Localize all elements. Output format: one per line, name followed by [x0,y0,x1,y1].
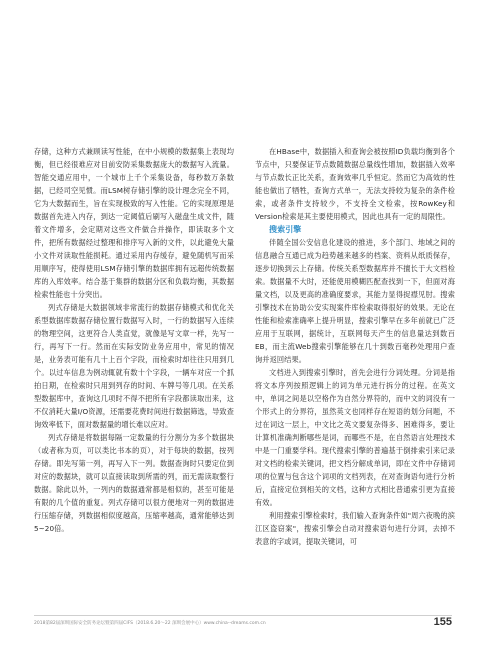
body-paragraph: 列式存储是大数据领域非常流行的数据存储模式和优化关系型数据库数据存储位置行数据写入时，一行的数据写入连续的物理空间，这更符合人类直觉，就像是写文章一样，先写一行，再写下一行。然而在实际安防业务应用中，常见的情况是，业务表可能有几十上百个字段，而检索时却往往只用到几个。以过车信息为例动辄就有数十个字段，一辆车对应一个抓拍日期，在检索时只用到列存的时间、车牌号等几项。在关系型数据库中，查询这几项时不得不把所有字段都读取出来，这不仅消耗大量I/O资源，还需要花费时间进行数据筛选，导致查询效率低下，面对数据量的增长难以应对。 [34,303,234,429]
right-column [255,145,455,548]
body-paragraph: 存储，这种方式兼顾读写性能，在中小规模的数据集上表现均衡，但已经很难应对目前安防采集数据庞大的数据写入流量。智能交通应用中，一个城市上千个采集设备，每秒数万条数据，已经司空见惯。而LSM树存储引擎的设计理念完全不同，它为大数据而生，旨在实现极致的写入性能。它的实现原理是数据首先进入内存，到达一定阈值后刷写入磁盘生成文件，随着文件增多，会定期对这些文件做合并操作，即读取多个文件，把所有数据经过整理和排序写入新的文件，以此避免大量小文件对读取性能损耗。通过采用内存缓存，避免随机写而采用顺序写，使得使用LSM存储引擎的数据库拥有远超传统数据库的入库效率。结合基于集群的数据分区和负载均衡，其数据检索性能也十分突出。 [34,147,234,299]
body-paragraph: 列式存储是将数据每隔一定数量的行分割分为多个数据块（或者称为页，可以类比书本的页），对于每块的数据，按列存储。即先写第一列，再写入下一列。数据查询时只要定位到对应的数据块，就可以直接读取到所需的列，而无需读取整行数据。除此以外，一列内的数据通常都是相似的，甚至可能是有限的几个值的重复。列式存储可以很方便地对一列的数据进行压缩存储，列数据相似度越高，压缩率越高，通常能够达到5~20倍。 [34,433,234,533]
body-paragraph: 伴随全国公安信息化建设的推进，多个部门、地域之间的信息融合互通已成为趋势越来越多的档案、资料从纸质保存，逐步切换到云上存储。传统关系型数据库并不擅长于大文档检索。数据量不大时，还能使用模糊匹配查找到一下，但面对海量文档，以及更高的准确度要求，其能力显得捉襟见肘。搜索引擎技术在协助公安实现案件库检索取得很好的效果。无论在性能和检索准确率上提升明显，搜索引擎早在多年前就已广泛应用于互联网，据统计，互联网每天产生的信息量达到数百EB，而主流Web搜索引擎能够在几十到数百毫秒处理用户查询并返回结果。 [255,238,455,364]
body-paragraph: 文档进入到搜索引擎时，首先会进行分词处理。分词是指将文本序列按照逻辑上的词为单元进行拆分的过程。在英文中，单词之间是以空格作为自然分界符的，而中文的词没有一个形式上的分界符，虽然英文也同样存在短语的划分问题，不过在词这一层上，中文比之英文要复杂得多、困难得多，要让计算机准确判断哪些是词，而哪些不是，在自然语言处理技术中是一门重要学科。现代搜索引擎的普遍基于倒排索引来记录对文档的检索关键词，把文档分解成单词，即在文件中存储词项的位置与包含这个词项的文档列表，在对查询语句进行分析后，直接定位到相关的文档，这种方式相比普通索引更为直接有效。 [255,368,455,507]
page-number: 155 [433,616,452,628]
body-paragraph: 利用搜索引擎检索时，我们输入查询条件如"周六夜晚的滨江区盗窃案"，搜索引擎会自动对搜索语句进行分词，去掉不表意的字或词，提取关键词，可 [255,511,455,546]
footer-text: 2018第82届深圳国际安全防务论坛暨第四届CIFS（2018.6.20～22 深圳会展中心）www.china--dreams.com.cn [34,621,266,626]
body-paragraph: 在HBase中，数据插入和查询会被按照ID负载均衡到各个节点中，只要保证节点数随数据总量线性增加，数据插入效率与节点数长正比关系，查询效率几乎恒定。然而它为高效的性能也做出了牺牲，查询方式单一，无法支持较为复杂的条件检索，或者条件支持较少，不支持全文检索，按RowKey和Version检索是其主要使用模式，因此也具有一定的局限性。 [255,147,455,221]
page-footer [34,615,452,638]
left-column [34,145,234,535]
section-heading: 搜索引擎 [269,225,302,234]
